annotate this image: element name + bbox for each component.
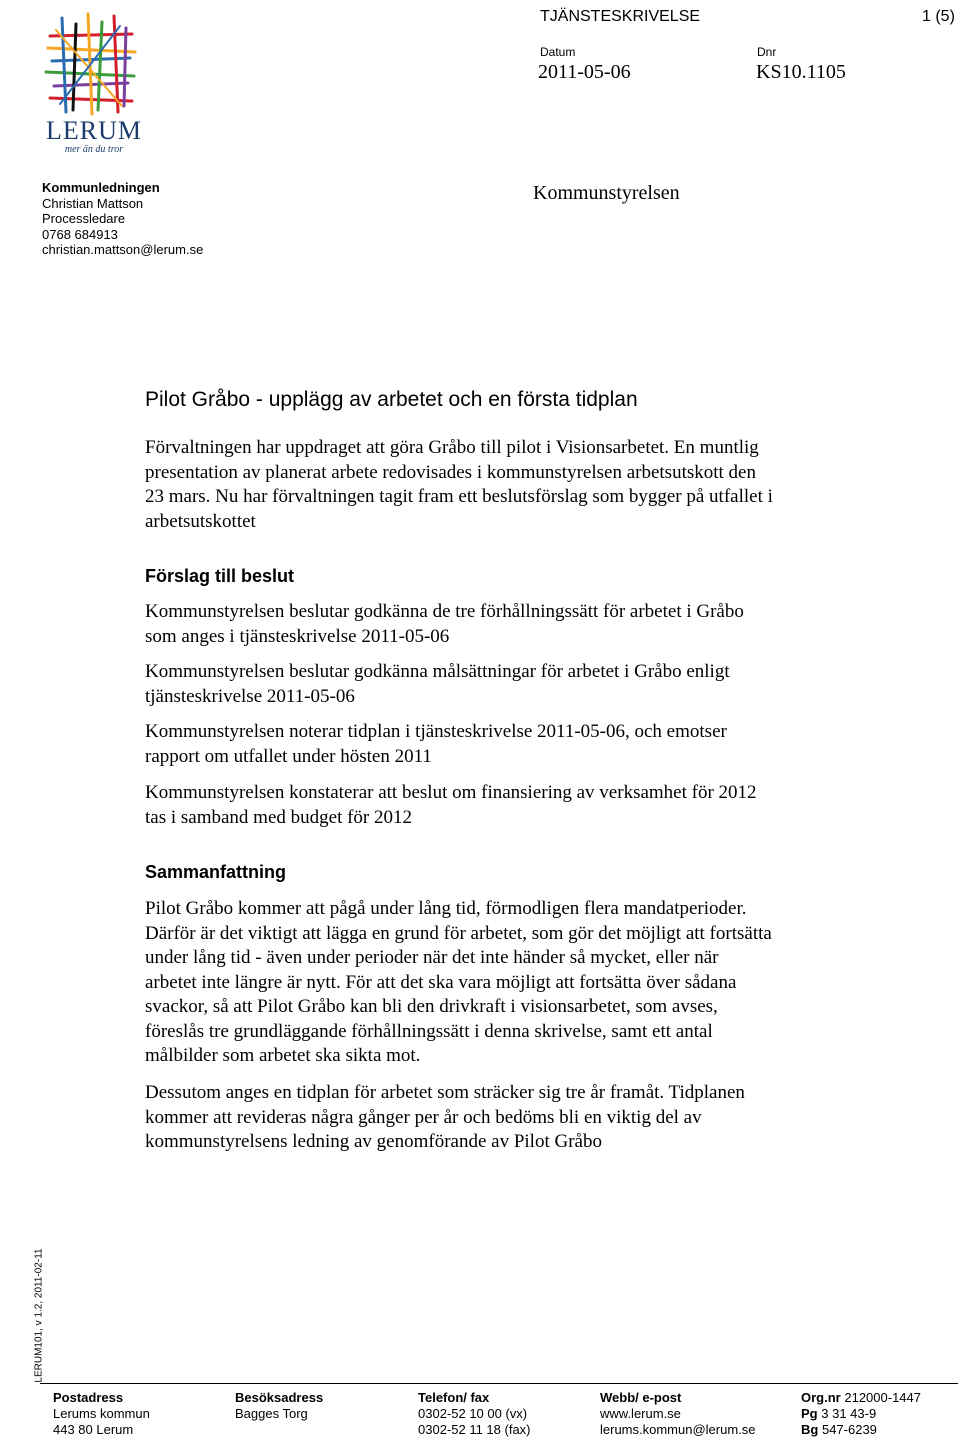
summary-line: Pilot Gråbo kommer att pågå under lång tid, förmodligen flera mandatperioder.: [145, 898, 747, 919]
date-value: 2011-05-06: [538, 61, 631, 83]
sender-block: [42, 180, 203, 258]
date-label: Datum: [540, 45, 576, 59]
sender-phone: 0768 684913: [42, 226, 118, 242]
pg-value: 3 31 43-9: [821, 1406, 877, 1421]
footer-visit: [235, 1390, 323, 1422]
template-version: LERUM101, v 1.2, 2011-02-11: [33, 1248, 45, 1383]
recipient: Kommunstyrelsen: [533, 182, 680, 204]
summary-line: Därför är det viktigt att lägga en grund för arbetet, som gör det möjligt att fortsätta: [145, 922, 772, 944]
sender-department: Kommunledningen: [42, 180, 160, 195]
proposal-item: [145, 660, 880, 709]
sender-email[interactable]: christian.mattson@lerum.se: [42, 242, 204, 257]
intro-line: arbetsutskottet: [145, 510, 256, 532]
sender-role: Processledare: [42, 211, 126, 226]
dnr-label: Dnr: [757, 45, 777, 59]
footer-divider: [40, 1383, 958, 1384]
page-number: 1 (5): [922, 8, 955, 25]
org-nr-label: Org.nr: [801, 1390, 841, 1405]
org-nr-value: 212000-1447: [844, 1390, 921, 1405]
proposal-item: [145, 600, 880, 649]
proposal-line: tas i samband med budget för 2012: [145, 806, 413, 828]
summary-heading: Sammanfattning: [145, 862, 287, 882]
footer-text: 443 80 Lerum: [53, 1422, 134, 1437]
footer-heading: Besöksadress: [235, 1390, 324, 1405]
footer-heading: Postadress: [53, 1390, 124, 1405]
proposal-line: Kommunstyrelsen beslutar godkänna målsättningar för arbetet i Gråbo enligt: [145, 661, 730, 682]
bg-value: 547-6239: [821, 1422, 877, 1437]
proposal-line: rapport om utfallet under hösten 2011: [145, 745, 432, 767]
footer-web: [600, 1390, 756, 1438]
footer-heading: Telefon/ fax: [418, 1390, 490, 1405]
summary-paragraph: [145, 897, 880, 1069]
summary-line: föreslås tre grundläggande förhållningssätt i denna skrivelse, samt ett antal: [145, 1020, 713, 1042]
summary-line: kommunstyrelsens ledning av genomförande av Pilot Gråbo: [145, 1131, 602, 1152]
footer-postal: [53, 1390, 150, 1438]
lerum-logo: [40, 6, 144, 156]
sender-name: Christian Mattson: [42, 195, 144, 211]
pg-label: Pg: [801, 1406, 818, 1421]
summary-line: kommer att revideras några gånger per år och bedöms bli en viktig del av: [145, 1106, 702, 1128]
proposal-line: Kommunstyrelsen konstaterar att beslut om finansiering av verksamhet för 2012: [145, 782, 757, 803]
footer-phone: [418, 1390, 531, 1438]
proposal-line: som anges i tjänsteskrivelse 2011-05-06: [145, 625, 450, 647]
footer-text: Bagges Torg: [235, 1406, 308, 1421]
intro-paragraph: [145, 436, 880, 534]
footer-text: 0302-52 11 18 (fax): [418, 1422, 531, 1437]
footer-website-link[interactable]: www.lerum.se: [600, 1406, 681, 1421]
footer-heading: Webb/ e-post: [600, 1390, 682, 1405]
footer-email-link[interactable]: lerums.kommun@lerum.se: [600, 1422, 756, 1437]
footer-org: [801, 1390, 921, 1438]
proposal-heading: Förslag till beslut: [145, 566, 295, 586]
intro-line: Förvaltningen har uppdraget att göra Gråbo till pilot i Visionsarbetet. En muntlig: [145, 437, 759, 458]
footer-text: Lerums kommun: [53, 1406, 150, 1421]
logo-tagline: mer än du tror: [64, 144, 124, 155]
summary-line: målbilder som arbetet ska sikta mot.: [145, 1045, 421, 1066]
proposal-item: [145, 781, 880, 830]
summary-line: Dessutom anges en tidplan för arbetet som sträcker sig tre år framåt. Tidplanen: [145, 1082, 745, 1103]
summary-line: arbetet inte längre är nytt. För att det ska vara möjligt att fortsätta över sådana: [145, 971, 737, 993]
document-title: Pilot Gråbo - upplägg av arbetet och en första tidplan: [145, 388, 638, 411]
intro-line: 23 mars. Nu har förvaltningen tagit fram ett beslutsförslag som bygger på utfallet i: [145, 486, 773, 507]
summary-line: under lång tid - även under perioder när det inte händer så mycket, eller när: [145, 947, 719, 968]
proposal-line: Kommunstyrelsen beslutar godkänna de tre förhållningssätt för arbetet i Gråbo: [145, 601, 744, 622]
bg-label: Bg: [801, 1422, 819, 1437]
logo-wordmark: LERUM: [46, 116, 142, 145]
intro-line: presentation av planerat arbete redovisades i kommunstyrelsen arbetsutskott den: [145, 461, 756, 483]
proposal-line: Kommunstyrelsen noterar tidplan i tjänsteskrivelse 2011-05-06, och emotser: [145, 721, 727, 742]
document-type: TJÄNSTESKRIVELSE: [540, 8, 701, 25]
summary-paragraph: [145, 1081, 880, 1155]
footer-text: 0302-52 10 00 (vx): [418, 1406, 528, 1421]
dnr-value: KS10.1105: [756, 61, 846, 83]
summary-line: svackor, så att Pilot Gråbo kan bli den drivkraft i visionsarbetet, som avses,: [145, 996, 718, 1017]
proposal-item: [145, 720, 880, 769]
proposal-line: tjänsteskrivelse 2011-05-06: [145, 685, 355, 707]
